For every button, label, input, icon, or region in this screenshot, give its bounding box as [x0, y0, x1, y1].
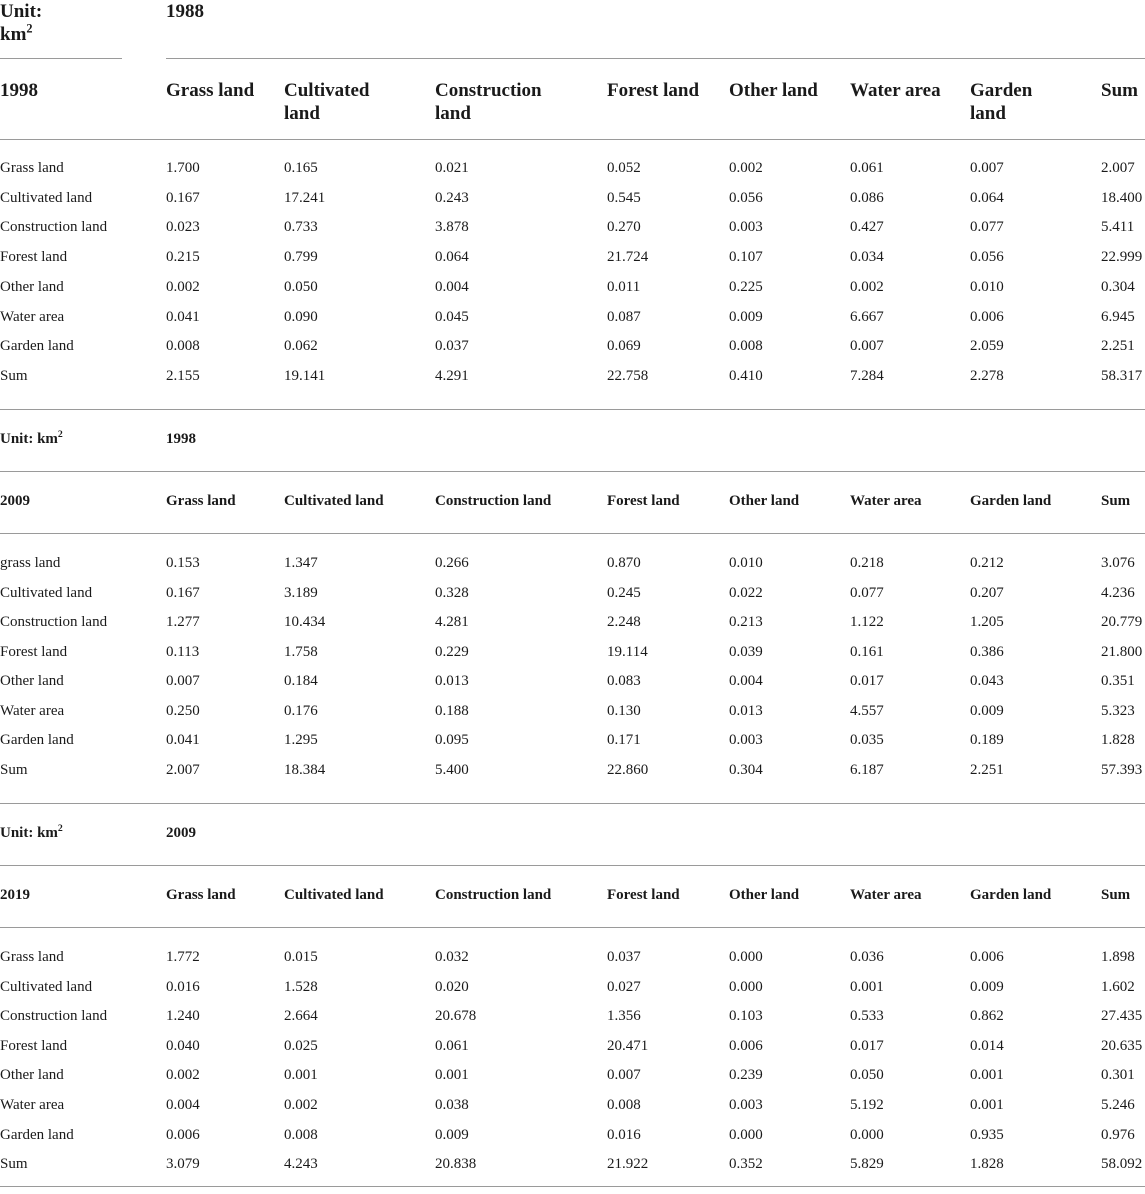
table-cell: 19.114 [607, 643, 648, 660]
table-cell: 0.013 [729, 702, 763, 719]
table-row [0, 247, 1145, 269]
table-cell: 1.295 [284, 732, 318, 748]
table-cell: 0.189 [970, 732, 1004, 748]
to-year: 1998 [0, 80, 38, 101]
table-cell: 4.291 [435, 367, 469, 384]
column-header: Forest land [607, 493, 680, 509]
table-row [0, 1006, 1145, 1028]
table-cell: 0.130 [607, 702, 641, 719]
table-cell: 0.086 [850, 189, 884, 206]
table-cell: 0.243 [435, 189, 469, 206]
row-label: Other land [0, 1067, 64, 1084]
table-cell: 0.207 [970, 584, 1004, 601]
table-row [0, 336, 1145, 358]
table-cell: 0.004 [166, 1097, 200, 1113]
table-cell: 0.976 [1101, 1126, 1135, 1143]
table-cell: 20.838 [435, 1156, 477, 1173]
transition-table [0, 803, 1145, 1194]
row-label: Cultivated land [0, 978, 93, 995]
table-cell: 0.003 [729, 219, 763, 236]
table-cell: 20.779 [1101, 614, 1143, 630]
row-label: Garden land [0, 1126, 74, 1143]
table-cell: 0.167 [166, 584, 200, 601]
unit-text: Unit: km [0, 825, 58, 841]
table-cell: 0.007 [607, 1067, 641, 1084]
table-cell: 0.022 [729, 584, 763, 601]
table-row [0, 1036, 1145, 1058]
table-cell: 0.041 [166, 732, 200, 748]
year-divider [166, 58, 1145, 59]
row-label: Forest land [0, 643, 68, 660]
table-row [0, 701, 1145, 723]
table-cell: 21.922 [607, 1156, 649, 1173]
table-cell: 3.079 [166, 1156, 200, 1173]
table-cell: 18.400 [1101, 189, 1143, 206]
column-header: Garden land [970, 80, 1033, 124]
table-cell: 0.184 [284, 673, 318, 689]
table-cell: 0.027 [607, 978, 641, 995]
column-header: Grass land [166, 493, 236, 509]
table-cell: 0.270 [607, 219, 641, 236]
column-header: Water area [850, 493, 922, 509]
table-cell: 1.828 [970, 1156, 1004, 1173]
row-label: Forest land [0, 1037, 68, 1054]
unit-text: Unit: km [0, 431, 58, 447]
table-cell: 0.245 [607, 584, 641, 601]
table-cell: 0.935 [970, 1126, 1004, 1143]
table-row [0, 553, 1145, 575]
table-cell: 1.277 [166, 614, 200, 630]
column-header: Water area [850, 80, 941, 101]
table-cell: 0.533 [850, 1008, 884, 1025]
table-cell: 0.037 [607, 949, 641, 965]
table-cell: 4.243 [284, 1156, 318, 1173]
row-label: Grass land [0, 160, 64, 176]
table-row [0, 612, 1145, 634]
table-cell: 0.161 [850, 643, 884, 660]
table-cell: 0.064 [970, 189, 1004, 206]
table-cell: 27.435 [1101, 1008, 1143, 1025]
table-cell: 0.000 [729, 978, 763, 995]
table-cell: 0.212 [970, 555, 1004, 571]
table-row [0, 1125, 1145, 1147]
table-cell: 0.171 [607, 732, 641, 748]
column-header: Forest land [607, 887, 680, 903]
table-cell: 58.092 [1101, 1156, 1143, 1173]
table-cell: 0.045 [435, 308, 469, 325]
table-cell: 3.189 [284, 584, 318, 601]
header-divider [0, 927, 1145, 928]
column-header: Construction land [435, 887, 552, 903]
unit-label [0, 0, 70, 46]
table-cell: 10.434 [284, 614, 326, 630]
table-cell: 0.038 [435, 1097, 469, 1113]
table-cell: 0.039 [729, 643, 763, 660]
row-label: Construction land [0, 219, 108, 236]
table-cell: 0.002 [284, 1097, 318, 1113]
table-cell: 0.034 [850, 249, 884, 266]
unit-label [0, 823, 63, 843]
table-cell: 0.006 [166, 1126, 200, 1143]
row-label: Construction land [0, 1008, 108, 1025]
table-cell: 0.007 [850, 338, 884, 355]
table-cell: 0.386 [970, 643, 1004, 660]
table-cell: 21.800 [1101, 643, 1143, 660]
table-cell: 1.205 [970, 614, 1004, 630]
table-cell: 7.284 [850, 367, 884, 384]
table-cell: 0.023 [166, 219, 200, 236]
table-cell: 2.007 [1101, 160, 1135, 176]
unit-superscript: 2 [57, 823, 63, 834]
table-cell: 0.799 [284, 249, 318, 266]
table-row [0, 947, 1145, 969]
table-cell: 0.733 [284, 219, 318, 236]
table-cell: 0.056 [729, 189, 763, 206]
table-cell: 0.351 [1101, 673, 1135, 689]
unit-text: Unit: km [0, 1, 43, 45]
table-cell: 0.304 [729, 761, 763, 778]
table-cell: 0.001 [970, 1097, 1004, 1113]
table-cell: 0.002 [166, 278, 200, 295]
table-cell: 0.009 [435, 1126, 469, 1143]
table-cell: 0.013 [435, 673, 469, 689]
row-label: Water area [0, 308, 65, 325]
table-cell: 5.192 [850, 1097, 884, 1113]
table-cell: 0.010 [729, 555, 763, 571]
table-cell: 0.016 [166, 978, 200, 995]
table-cell: 20.678 [435, 1008, 477, 1025]
table-cell: 0.077 [850, 584, 884, 601]
table-cell: 0.041 [166, 308, 200, 325]
table-cell: 0.008 [284, 1126, 318, 1143]
table-cell: 5.400 [435, 761, 469, 778]
table-cell: 0.003 [729, 1097, 763, 1113]
table-cell: 17.241 [284, 189, 326, 206]
row-label: Garden land [0, 732, 74, 748]
table-cell: 0.037 [435, 338, 469, 355]
column-header: Construction land [435, 493, 552, 509]
row-label: Sum [0, 1156, 28, 1173]
table-cell: 0.090 [284, 308, 318, 325]
table-cell: 0.009 [970, 978, 1004, 995]
table-cell: 2.251 [1101, 338, 1135, 355]
table-cell: 1.356 [607, 1008, 641, 1025]
table-cell: 0.000 [850, 1126, 884, 1143]
table-cell: 6.667 [850, 308, 884, 325]
table-cell: 1.240 [166, 1008, 200, 1025]
table-cell: 0.008 [607, 1097, 641, 1113]
to-year: 2009 [0, 493, 30, 509]
table-cell: 4.236 [1101, 584, 1135, 601]
table-cell: 0.870 [607, 555, 641, 571]
column-header: Cultivated land [284, 493, 384, 509]
table-cell: 0.009 [729, 308, 763, 325]
table-cell: 1.772 [166, 949, 200, 965]
table-cell: 2.059 [970, 338, 1004, 355]
table-cell: 0.002 [729, 160, 763, 176]
table-cell: 22.860 [607, 761, 649, 778]
table-row [0, 1154, 1145, 1176]
table-cell: 6.187 [850, 761, 884, 778]
row-label: Other land [0, 278, 64, 295]
column-header: Construction land [435, 80, 542, 124]
row-label: Cultivated land [0, 584, 93, 601]
table-cell: 2.248 [607, 614, 641, 630]
table-row [0, 977, 1145, 999]
table-cell: 0.095 [435, 732, 469, 748]
table-cell: 0.002 [850, 278, 884, 295]
table-cell: 0.167 [166, 189, 200, 206]
table-cell: 1.122 [850, 614, 884, 630]
table-cell: 2.007 [166, 761, 200, 778]
table-cell: 0.011 [607, 278, 641, 295]
column-header: Forest land [607, 80, 700, 101]
table-cell: 5.411 [1101, 219, 1135, 236]
table-cell: 5.246 [1101, 1097, 1135, 1113]
table-row [0, 188, 1145, 210]
table-cell: 0.036 [850, 949, 884, 965]
table-cell: 0.427 [850, 219, 884, 236]
table-row [0, 642, 1145, 664]
table-cell: 0.215 [166, 249, 200, 266]
table-cell: 0.040 [166, 1037, 200, 1054]
row-label: Water area [0, 702, 65, 719]
column-header: Garden land [970, 887, 1052, 903]
column-header: Other land [729, 887, 800, 903]
table-cell: 0.188 [435, 702, 469, 719]
table-cell: 2.251 [970, 761, 1004, 778]
column-header: Other land [729, 80, 818, 101]
table-cell: 0.003 [729, 732, 763, 748]
table-cell: 1.602 [1101, 978, 1135, 995]
column-header: Cultivated land [284, 887, 384, 903]
table-cell: 0.006 [970, 308, 1004, 325]
from-year: 1998 [166, 431, 196, 447]
row-label: Sum [0, 761, 28, 778]
table-cell: 0.069 [607, 338, 641, 355]
column-header: Sum [1101, 80, 1138, 101]
table-cell: 0.017 [850, 673, 884, 689]
to-year: 2019 [0, 887, 30, 903]
row-label: Garden land [0, 338, 74, 355]
table-cell: 4.557 [850, 702, 884, 719]
table-cell: 0.103 [729, 1008, 763, 1025]
table-cell: 0.218 [850, 555, 884, 571]
table-cell: 0.043 [970, 673, 1004, 689]
table-cell: 0.153 [166, 555, 200, 571]
table-cell: 0.052 [607, 160, 641, 176]
table-cell: 0.006 [970, 949, 1004, 965]
table-row [0, 760, 1145, 782]
table-cell: 0.008 [166, 338, 200, 355]
table-row [0, 366, 1145, 388]
table-cell: 0.007 [166, 673, 200, 689]
table-cell: 57.393 [1101, 761, 1143, 778]
unit-superscript: 2 [57, 429, 63, 440]
table-cell: 0.050 [850, 1067, 884, 1084]
column-header: Grass land [166, 887, 236, 903]
table-cell: 0.077 [970, 219, 1004, 236]
table-cell: 20.635 [1101, 1037, 1143, 1054]
table-cell: 6.945 [1101, 308, 1135, 325]
row-label: Grass land [0, 949, 64, 965]
table-cell: 0.017 [850, 1037, 884, 1054]
column-header: Cultivated land [284, 80, 370, 124]
column-header: Grass land [166, 80, 255, 101]
table-cell: 5.829 [850, 1156, 884, 1173]
table-cell: 0.014 [970, 1037, 1004, 1054]
table-cell: 0.025 [284, 1037, 318, 1054]
table-cell: 0.107 [729, 249, 763, 266]
table-cell: 0.352 [729, 1156, 763, 1173]
table-cell: 0.050 [284, 278, 318, 295]
table-cell: 0.035 [850, 732, 884, 748]
table-cell: 1.347 [284, 555, 318, 571]
table-cell: 20.471 [607, 1037, 649, 1054]
column-header: Other land [729, 493, 800, 509]
table-cell: 22.758 [607, 367, 649, 384]
column-header: Water area [850, 887, 922, 903]
table-cell: 0.225 [729, 278, 763, 295]
table-cell: 0.064 [435, 249, 469, 266]
table-cell: 1.700 [166, 160, 200, 176]
table-cell: 0.301 [1101, 1067, 1135, 1084]
table-cell: 0.007 [970, 160, 1004, 176]
table-cell: 0.015 [284, 949, 318, 965]
table-cell: 0.545 [607, 189, 641, 206]
table-cell: 0.002 [166, 1067, 200, 1084]
table-cell: 0.021 [435, 160, 469, 176]
table-cell: 0.328 [435, 584, 469, 601]
table-cell: 0.056 [970, 249, 1004, 266]
table-cell: 1.758 [284, 643, 318, 660]
table-row [0, 1065, 1145, 1087]
table-row [0, 277, 1145, 299]
table-cell: 0.009 [970, 702, 1004, 719]
table-cell: 0.213 [729, 614, 763, 630]
unit-label [0, 429, 63, 449]
table-row [0, 730, 1145, 752]
column-header: Garden land [970, 493, 1052, 509]
table-cell: 0.008 [729, 338, 763, 355]
row-label: Construction land [0, 614, 108, 630]
table-row [0, 307, 1145, 329]
table-cell: 0.004 [435, 278, 469, 295]
row-label: grass land [0, 555, 61, 571]
row-label: Sum [0, 367, 28, 384]
table-cell: 0.862 [970, 1008, 1004, 1025]
table-cell: 2.155 [166, 367, 200, 384]
table-cell: 0.061 [850, 160, 884, 176]
table-cell: 0.001 [435, 1067, 469, 1084]
table-cell: 4.281 [435, 614, 469, 630]
table-cell: 0.061 [435, 1037, 469, 1054]
table-cell: 0.239 [729, 1067, 763, 1084]
transition-table [0, 409, 1145, 799]
table-cell: 0.004 [729, 673, 763, 689]
from-year: 1988 [166, 1, 204, 22]
table-cell: 19.141 [284, 367, 326, 384]
column-header: Sum [1101, 887, 1131, 903]
table-cell: 0.229 [435, 643, 469, 660]
header-divider [0, 533, 1145, 534]
table-cell: 0.250 [166, 702, 200, 719]
table-cell: 0.001 [284, 1067, 318, 1084]
table-cell: 0.000 [729, 949, 763, 965]
year-divider [0, 865, 1145, 866]
table-cell: 5.323 [1101, 702, 1135, 719]
table-cell: 1.898 [1101, 949, 1135, 965]
table-cell: 0.176 [284, 702, 318, 719]
table-cell: 18.384 [284, 761, 326, 778]
table-cell: 0.062 [284, 338, 318, 355]
row-label: Forest land [0, 249, 68, 266]
column-header: Sum [1101, 493, 1131, 509]
table-cell: 0.001 [970, 1067, 1004, 1084]
table-cell: 0.266 [435, 555, 469, 571]
table-cell: 2.278 [970, 367, 1004, 384]
table-cell: 1.528 [284, 978, 318, 995]
table-cell: 0.113 [166, 643, 200, 660]
row-label: Cultivated land [0, 189, 93, 206]
row-label: Water area [0, 1097, 65, 1113]
row-label: Other land [0, 673, 64, 689]
table-cell: 1.828 [1101, 732, 1135, 748]
table-row [0, 1095, 1145, 1117]
table-row [0, 217, 1145, 239]
unit-divider [0, 58, 122, 59]
unit-superscript: 2 [26, 21, 33, 36]
table-cell: 0.006 [729, 1037, 763, 1054]
table-cell: 3.878 [435, 219, 469, 236]
from-year: 2009 [166, 825, 196, 841]
table-cell: 0.001 [850, 978, 884, 995]
table-bottom-rule [0, 1186, 1145, 1187]
table-row [0, 671, 1145, 693]
table-cell: 0.087 [607, 308, 641, 325]
table-cell: 21.724 [607, 249, 649, 266]
table-cell: 0.000 [729, 1126, 763, 1143]
table-cell: 0.020 [435, 978, 469, 995]
table-cell: 58.317 [1101, 367, 1143, 384]
table-cell: 22.999 [1101, 249, 1143, 266]
table-cell: 0.016 [607, 1126, 641, 1143]
table-cell: 0.304 [1101, 278, 1135, 295]
table-cell: 0.165 [284, 160, 318, 176]
table-cell: 0.083 [607, 673, 641, 689]
table-cell: 0.010 [970, 278, 1004, 295]
table-cell: 0.032 [435, 949, 469, 965]
table-cell: 0.410 [729, 367, 763, 384]
table-row [0, 158, 1145, 180]
table-cell: 2.664 [284, 1008, 318, 1025]
table-row [0, 583, 1145, 605]
transition-table [0, 0, 1145, 406]
table-cell: 3.076 [1101, 555, 1135, 571]
year-divider [0, 471, 1145, 472]
header-divider [0, 139, 1145, 140]
